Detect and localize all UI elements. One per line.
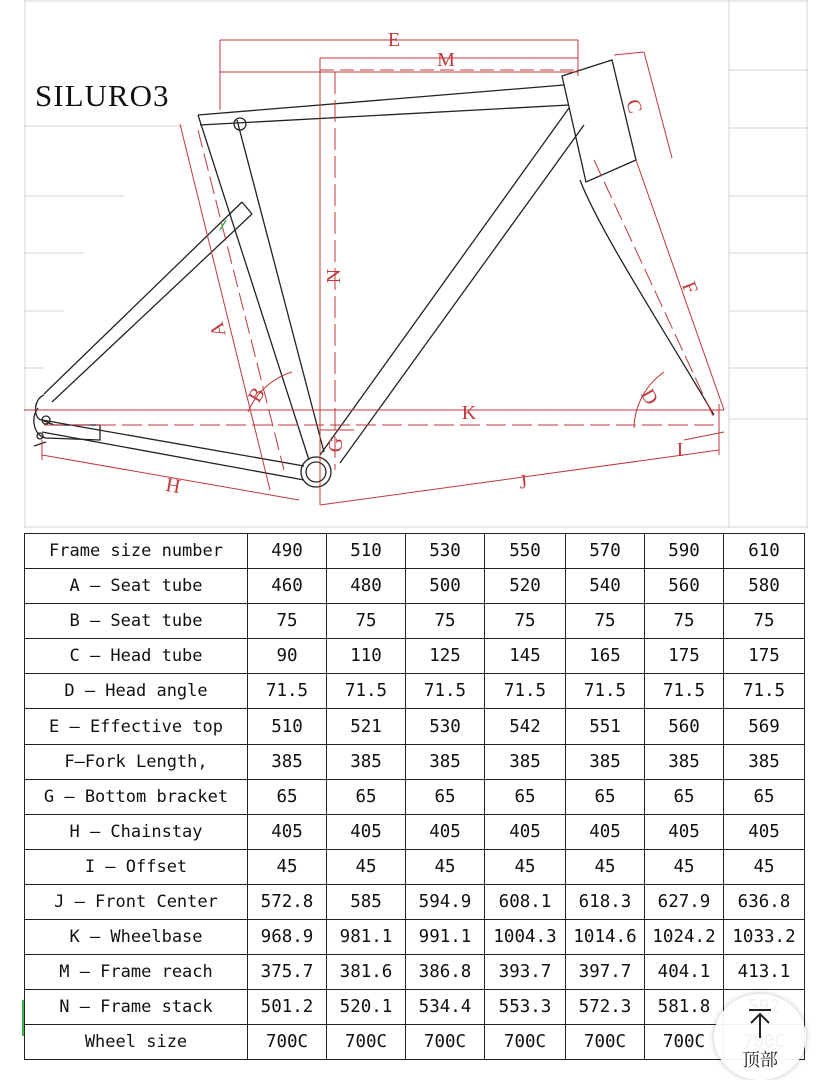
value-cell: 45 <box>645 849 724 884</box>
value-cell: 480 <box>327 569 406 604</box>
dim-label-h: H <box>164 474 183 499</box>
value-cell: 45 <box>724 849 805 884</box>
value-cell: 71.5 <box>406 674 485 709</box>
value-cell: 585 <box>327 884 406 919</box>
value-cell: 594.9 <box>406 884 485 919</box>
value-cell: 500 <box>406 569 485 604</box>
value-cell: 553.3 <box>485 990 566 1025</box>
value-cell: 501.2 <box>248 990 327 1025</box>
value-cell: 65 <box>645 779 724 814</box>
value-cell: 510 <box>248 709 327 744</box>
value-cell: 700C <box>566 1025 645 1060</box>
table-row <box>25 569 805 604</box>
value-cell: 991.1 <box>406 920 485 955</box>
value-cell: 175 <box>724 639 805 674</box>
value-cell: 618.3 <box>566 884 645 919</box>
value-cell: 385 <box>566 744 645 779</box>
dim-label-a: A <box>205 319 231 340</box>
table-row <box>25 744 805 779</box>
value-cell: 381.6 <box>327 955 406 990</box>
value-cell: 530 <box>406 709 485 744</box>
value-cell: 65 <box>327 779 406 814</box>
dim-label-g: G <box>325 437 347 453</box>
value-cell: 397.7 <box>566 955 645 990</box>
value-cell: 71.5 <box>645 674 724 709</box>
value-cell: 560 <box>645 709 724 744</box>
value-cell: 385 <box>327 744 406 779</box>
model-name: SILURO3 <box>35 78 170 113</box>
row-label: Wheel size <box>25 1025 248 1060</box>
size-cell: 550 <box>485 534 566 569</box>
value-cell: 636.8 <box>724 884 805 919</box>
value-cell: 71.5 <box>724 674 805 709</box>
value-cell: 627.9 <box>645 884 724 919</box>
value-cell: 534.4 <box>406 990 485 1025</box>
dim-label-b: B <box>243 383 270 407</box>
value-cell: 65 <box>724 779 805 814</box>
table-row <box>25 639 805 674</box>
value-cell: 700C <box>485 1025 566 1060</box>
value-cell: 393.7 <box>485 955 566 990</box>
value-cell: 520.1 <box>327 990 406 1025</box>
value-cell: 75 <box>645 604 724 639</box>
value-cell: 65 <box>248 779 327 814</box>
value-cell: 385 <box>645 744 724 779</box>
value-cell: 45 <box>327 849 406 884</box>
size-cell: 490 <box>248 534 327 569</box>
row-label: J — Front Center <box>25 884 248 919</box>
value-cell: 700C <box>248 1025 327 1060</box>
row-label: F—Fork Length, <box>25 744 248 779</box>
value-cell: 71.5 <box>485 674 566 709</box>
value-cell: 405 <box>566 814 645 849</box>
value-cell: 45 <box>566 849 645 884</box>
value-cell: 65 <box>406 779 485 814</box>
dim-label-n: N <box>323 268 345 284</box>
row-label: K — Wheelbase <box>25 920 248 955</box>
value-cell: 560 <box>645 569 724 604</box>
value-cell: 145 <box>485 639 566 674</box>
value-cell: 175 <box>645 639 724 674</box>
value-cell: 572.3 <box>566 990 645 1025</box>
value-cell: 520 <box>485 569 566 604</box>
value-cell: 75 <box>485 604 566 639</box>
table-row <box>25 604 805 639</box>
table-row <box>25 1025 805 1060</box>
value-cell: 405 <box>248 814 327 849</box>
value-cell: 65 <box>566 779 645 814</box>
value-cell: 405 <box>406 814 485 849</box>
row-label: M — Frame reach <box>25 955 248 990</box>
value-cell: 45 <box>485 849 566 884</box>
table-row <box>25 920 805 955</box>
dim-label-c: C <box>621 97 647 116</box>
table-row <box>25 884 805 919</box>
size-cell: 570 <box>566 534 645 569</box>
row-label: C — Head tube <box>25 639 248 674</box>
value-cell: 110 <box>327 639 406 674</box>
value-cell: 581.8 <box>645 990 724 1025</box>
value-cell: 385 <box>248 744 327 779</box>
value-cell: 45 <box>248 849 327 884</box>
table-row <box>25 709 805 744</box>
dim-label-j: J <box>518 470 529 494</box>
value-cell: 75 <box>724 604 805 639</box>
value-cell: 540 <box>566 569 645 604</box>
value-cell: 1004.3 <box>485 920 566 955</box>
table-row <box>25 779 805 814</box>
value-cell: 1014.6 <box>566 920 645 955</box>
value-cell: 700C <box>327 1025 406 1060</box>
value-cell: 75 <box>406 604 485 639</box>
value-cell: 981.1 <box>327 920 406 955</box>
value-cell: 572.8 <box>248 884 327 919</box>
row-label: E — Effective top <box>25 709 248 744</box>
row-label: A — Seat tube <box>25 569 248 604</box>
value-cell: 1033.2 <box>724 920 805 955</box>
value-cell: 75 <box>566 604 645 639</box>
value-cell: 125 <box>406 639 485 674</box>
value-cell: 608.1 <box>485 884 566 919</box>
value-cell: 165 <box>566 639 645 674</box>
value-cell: 65 <box>485 779 566 814</box>
value-cell: 405 <box>485 814 566 849</box>
value-cell: 551 <box>566 709 645 744</box>
green-marker <box>22 1000 24 1036</box>
row-label: G — Bottom bracket <box>25 779 248 814</box>
table-row <box>25 674 805 709</box>
value-cell: 569 <box>724 709 805 744</box>
table-row <box>25 849 805 884</box>
table-header-row <box>25 534 805 569</box>
dim-label-d: D <box>636 385 663 409</box>
value-cell: 1024.2 <box>645 920 724 955</box>
value-cell: 75 <box>248 604 327 639</box>
table-row <box>25 955 805 990</box>
value-cell: 460 <box>248 569 327 604</box>
value-cell: 700C <box>406 1025 485 1060</box>
row-label: D — Head angle <box>25 674 248 709</box>
arrow-up-icon <box>747 1008 773 1040</box>
value-cell: 700C <box>645 1025 724 1060</box>
size-cell: 610 <box>724 534 805 569</box>
value-cell: 385 <box>485 744 566 779</box>
size-cell: 590 <box>645 534 724 569</box>
value-cell: 580 <box>724 569 805 604</box>
geometry-table <box>24 533 805 1060</box>
value-cell: 542 <box>485 709 566 744</box>
value-cell: 45 <box>406 849 485 884</box>
size-cell: 530 <box>406 534 485 569</box>
header-label: Frame size number <box>25 534 248 569</box>
value-cell: 90 <box>248 639 327 674</box>
value-cell: 413.1 <box>724 955 805 990</box>
value-cell: 71.5 <box>327 674 406 709</box>
table-row <box>25 814 805 849</box>
value-cell: 968.9 <box>248 920 327 955</box>
value-cell: 71.5 <box>566 674 645 709</box>
value-cell: 375.7 <box>248 955 327 990</box>
size-cell: 510 <box>327 534 406 569</box>
value-cell: 521 <box>327 709 406 744</box>
row-label: N — Frame stack <box>25 990 248 1025</box>
dim-label-k: K <box>461 402 477 424</box>
dim-label-m: M <box>437 49 455 71</box>
dim-label-i: I <box>676 439 684 461</box>
back-to-top-label: 顶部 <box>742 1050 778 1071</box>
value-cell: 404.1 <box>645 955 724 990</box>
value-cell: 385 <box>406 744 485 779</box>
value-cell: 405 <box>645 814 724 849</box>
dim-label-e: E <box>387 29 401 51</box>
value-cell: 405 <box>724 814 805 849</box>
table-row <box>25 990 805 1025</box>
value-cell: 75 <box>327 604 406 639</box>
value-cell: 405 <box>327 814 406 849</box>
value-cell: 386.8 <box>406 955 485 990</box>
row-label: I — Offset <box>25 849 248 884</box>
row-label: H — Chainstay <box>25 814 248 849</box>
value-cell: 71.5 <box>248 674 327 709</box>
back-to-top-button[interactable] <box>714 994 806 1080</box>
dim-label-f: F <box>677 278 702 298</box>
row-label: B — Seat tube <box>25 604 248 639</box>
value-cell: 385 <box>724 744 805 779</box>
